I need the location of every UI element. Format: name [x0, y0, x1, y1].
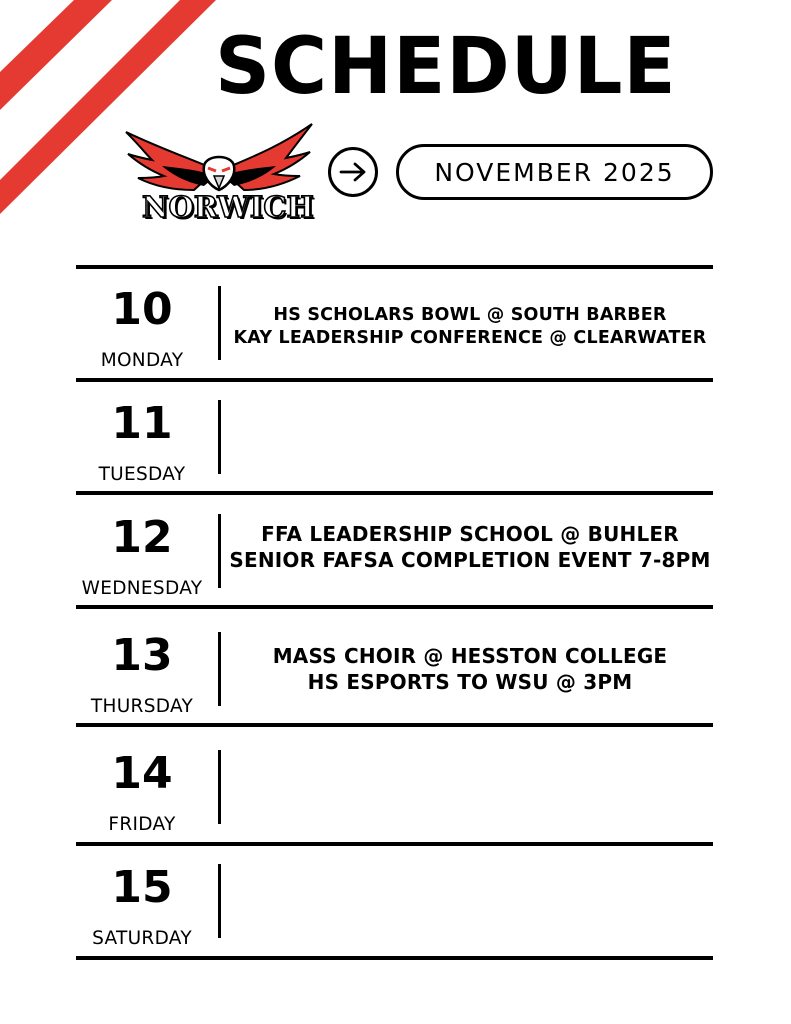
day-name: TUESDAY — [98, 464, 186, 485]
event-item: HS SCHOLARS BOWL @ SOUTH BARBER — [273, 305, 667, 325]
column-divider — [218, 864, 221, 938]
day-row-tuesday — [76, 400, 713, 510]
event-list — [226, 521, 714, 573]
day-name: THURSDAY — [90, 696, 194, 717]
event-item: FFA LEADERSHIP SCHOOL @ BUHLER — [261, 522, 679, 546]
column-divider — [218, 400, 221, 474]
event-item: MASS CHOIR @ HESSTON COLLEGE — [272, 644, 668, 668]
page-title: SCHEDULE — [215, 22, 677, 112]
day-number: 11 — [111, 398, 173, 449]
day-name: WEDNESDAY — [81, 578, 203, 599]
day-number: 10 — [111, 284, 173, 335]
month-label: NOVEMBER 2025 — [396, 144, 713, 200]
next-month-button[interactable] — [328, 147, 378, 197]
day-row-friday — [76, 750, 713, 860]
event-item: KAY LEADERSHIP CONFERENCE @ CLEARWATER — [233, 328, 707, 348]
day-number: 14 — [111, 748, 173, 799]
arrow-right-icon — [339, 161, 367, 183]
column-divider — [218, 750, 221, 824]
event-item: HS ESPORTS TO WSU @ 3PM — [307, 670, 633, 694]
day-name: FRIDAY — [108, 814, 176, 835]
divider — [76, 265, 713, 269]
day-row-saturday — [76, 864, 713, 974]
day-row-wednesday — [76, 514, 713, 624]
event-item: SENIOR FAFSA COMPLETION EVENT 7-8PM — [229, 548, 711, 572]
day-number: 12 — [111, 512, 173, 563]
column-divider — [218, 632, 221, 706]
day-number: 13 — [111, 630, 173, 681]
column-divider — [218, 286, 221, 360]
event-list — [226, 304, 714, 350]
norwich-logo — [124, 120, 314, 228]
day-row-thursday — [76, 632, 713, 742]
day-row-monday — [76, 286, 713, 396]
logo-text: NORWICH — [142, 190, 314, 224]
day-number: 15 — [111, 862, 173, 913]
day-name: MONDAY — [100, 350, 184, 371]
column-divider — [218, 514, 221, 588]
event-list — [226, 643, 714, 695]
day-name: SATURDAY — [92, 928, 192, 949]
